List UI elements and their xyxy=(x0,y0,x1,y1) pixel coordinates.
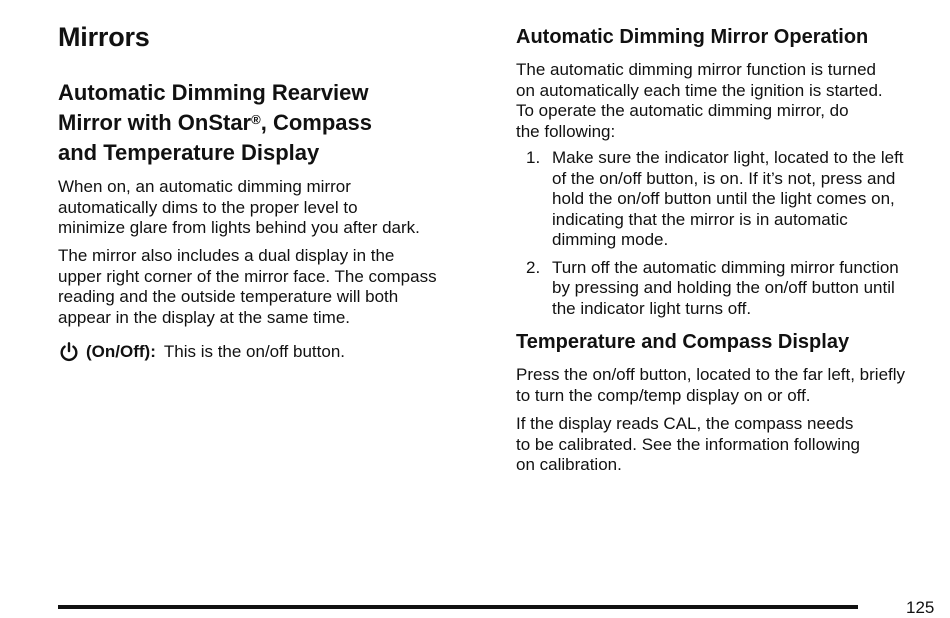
heading-temperature-compass: Temperature and Compass Display xyxy=(516,331,850,353)
paragraph-line: Press the on/off button, located to the far left, briefly xyxy=(516,365,906,384)
footer-rule xyxy=(58,605,858,609)
step-line: indicating that the mirror is in automatic xyxy=(552,209,848,229)
paragraph-line: to be calibrated. See the information following xyxy=(516,434,860,454)
paragraph-line: on automatically each time the ignition is started. xyxy=(516,80,883,100)
section-heading-rearview-mirror xyxy=(58,78,458,168)
step-line: dimming mode. xyxy=(552,230,669,249)
onoff-text: This is the on/off button. xyxy=(163,341,345,361)
operation-paragraph xyxy=(516,60,883,142)
heading-line-3: and Temperature Display xyxy=(58,140,320,165)
step-number: 1. xyxy=(526,148,541,167)
intro-paragraph xyxy=(58,177,420,239)
step-line: Turn off the automatic dimming mirror function xyxy=(552,257,899,277)
paragraph-line: on calibration. xyxy=(516,455,622,474)
paragraph-line: to turn the comp/temp display on or off. xyxy=(516,385,811,405)
step-number: 2. xyxy=(526,257,541,277)
step-line: the indicator light turns off. xyxy=(552,298,752,318)
paragraph-line: automatically dims to the proper level to xyxy=(58,197,358,217)
operation-steps-list xyxy=(516,148,946,319)
power-icon xyxy=(58,341,80,363)
paragraph-line: The mirror also includes a dual display in the xyxy=(58,246,395,265)
list-item xyxy=(516,148,946,251)
onoff-description xyxy=(58,341,345,363)
temp-paragraph-2 xyxy=(516,414,860,476)
paragraph-line: minimize glare from lights behind you after dark. xyxy=(58,218,420,237)
heading-line-2a: Mirror with OnStar xyxy=(58,110,252,135)
paragraph-line: To operate the automatic dimming mirror, do xyxy=(516,101,849,120)
heading-line-2b: , Compass xyxy=(260,110,372,135)
heading-line-1: Automatic Dimming Rearview xyxy=(58,80,369,105)
paragraph-line: The automatic dimming mirror function is turned xyxy=(516,60,876,79)
list-item xyxy=(516,258,946,320)
page-title: Mirrors xyxy=(58,22,150,52)
display-paragraph xyxy=(58,246,437,328)
page-number: 125 xyxy=(906,598,935,617)
step-line: of the on/off button, is on. If it’s not, press and xyxy=(552,168,896,188)
paragraph-line: upper right corner of the mirror face. The compass xyxy=(58,266,437,286)
step-line: hold the on/off button until the light comes on, xyxy=(552,189,895,208)
paragraph-line: When on, an automatic dimming mirror xyxy=(58,177,351,196)
paragraph-line: If the display reads CAL, the compass needs xyxy=(516,414,854,433)
heading-mirror-operation: Automatic Dimming Mirror Operation xyxy=(516,26,869,48)
onoff-label: (On/Off): xyxy=(86,341,156,361)
paragraph-line: appear in the display at the same time. xyxy=(58,307,350,327)
paragraph-line: reading and the outside temperature will both xyxy=(58,287,399,306)
paragraph-line: the following: xyxy=(516,121,616,141)
step-line: Make sure the indicator light, located to the left xyxy=(552,148,904,167)
step-line: by pressing and holding the on/off button until xyxy=(552,278,895,297)
registered-mark: ® xyxy=(251,112,261,127)
temp-paragraph-1 xyxy=(516,365,905,406)
